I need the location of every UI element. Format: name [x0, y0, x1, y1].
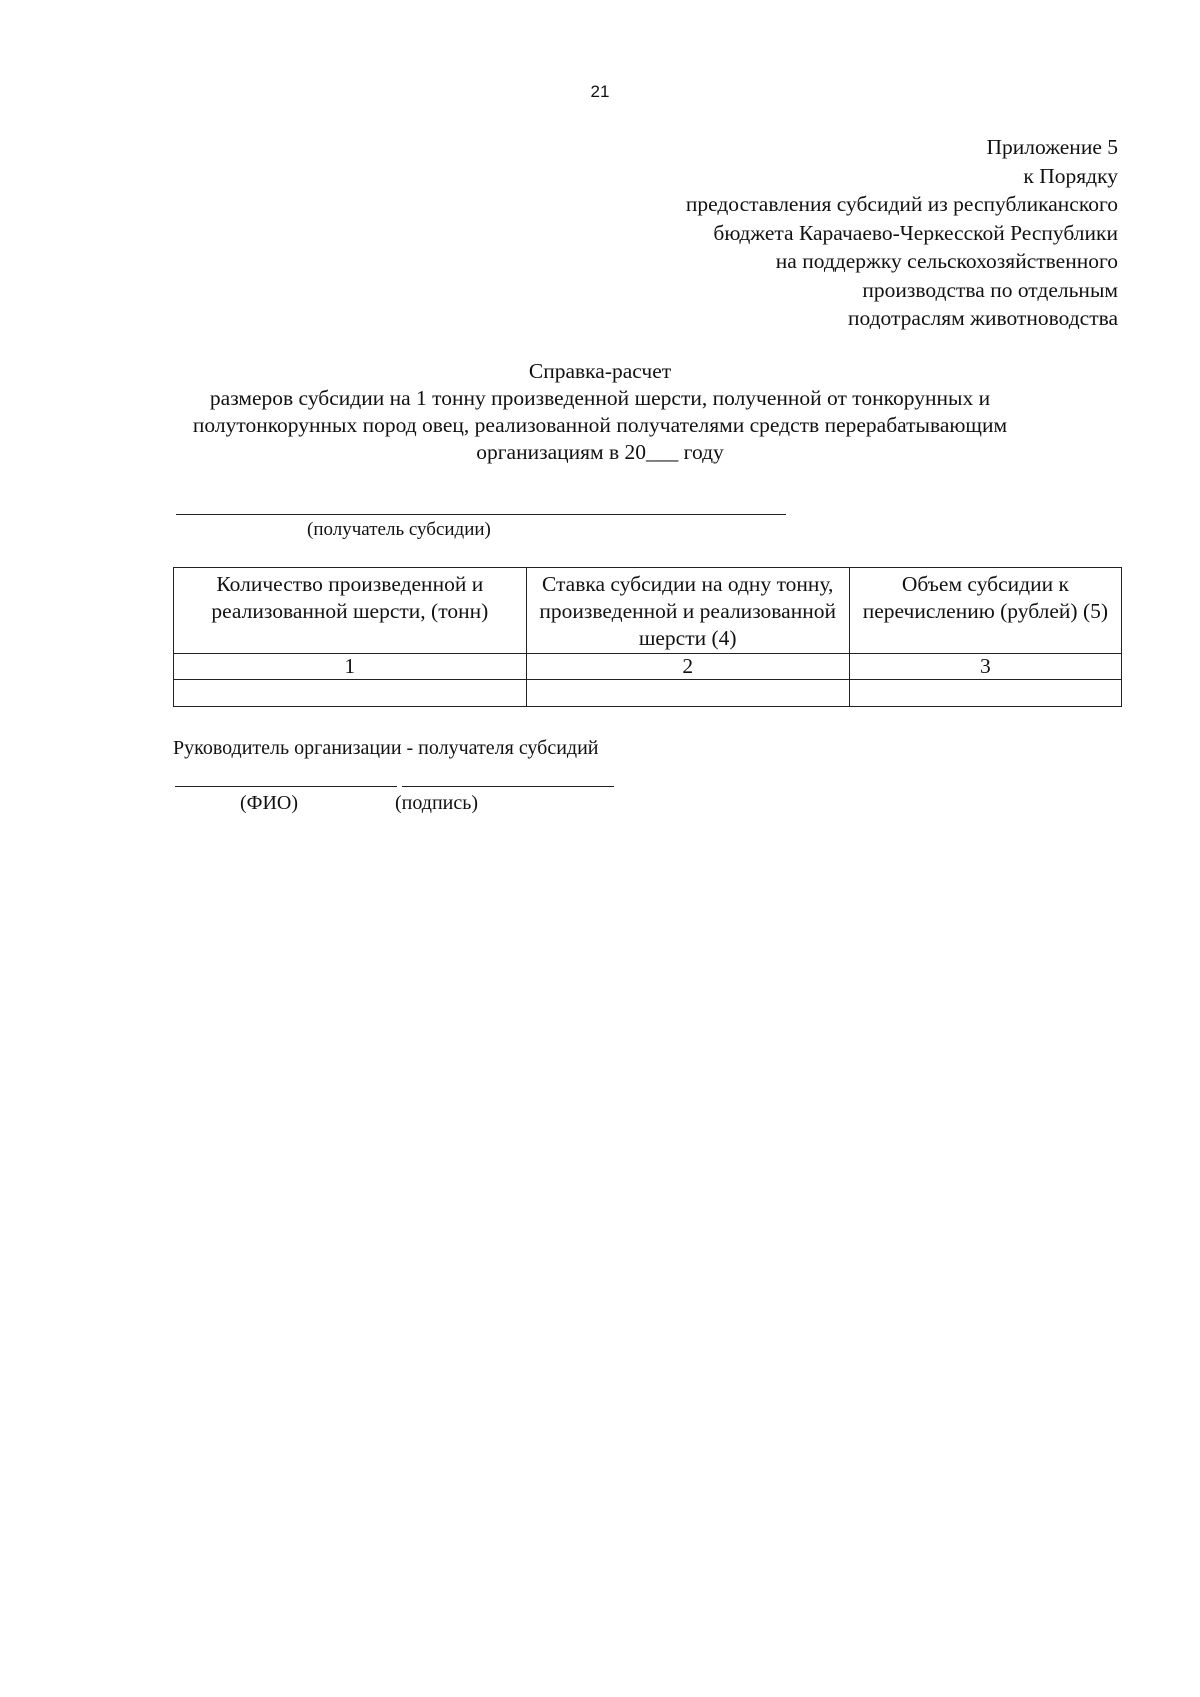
- manager-label: Руководитель организации - получателя субсидий: [173, 737, 599, 759]
- title-line: организациям в 20___ году: [476, 440, 724, 464]
- title-heading: Справка-расчет: [528, 359, 672, 383]
- appendix-line: бюджета Карачаево-Черкесской Республики: [713, 220, 1118, 245]
- appendix-block: [518, 133, 1118, 333]
- appendix-line: подотраслям животноводства: [847, 306, 1118, 330]
- header-cell-amount: Объем субсидии к перечислению (рублей) (5): [849, 568, 1121, 654]
- appendix-line: на поддержку сельскохозяйственного: [775, 249, 1118, 273]
- recipient-caption: (получатель субсидии): [307, 519, 491, 540]
- column-number-cell: 3: [849, 654, 1121, 680]
- appendix-line: производства по отдельным: [862, 277, 1118, 302]
- title-line: размеров субсидии на 1 тонну произведенной шерсти, полученной от тонкорунных и: [209, 386, 991, 410]
- recipient-blank-line: [176, 514, 786, 515]
- table-cell-blank[interactable]: [174, 680, 527, 707]
- appendix-line: предоставления субсидий из республиканского: [685, 192, 1118, 216]
- column-number-cell: 1: [174, 654, 527, 680]
- table-cell-blank[interactable]: [849, 680, 1121, 707]
- table-cell-blank[interactable]: [526, 680, 849, 707]
- calculation-table: [173, 567, 1122, 707]
- signature-caption: (подпись): [395, 792, 479, 814]
- appendix-line: к Порядку: [1023, 163, 1118, 188]
- fio-blank-line: [175, 786, 397, 787]
- title-line: полутонкорунных пород овец, реализованной получателями средств перерабатывающим: [192, 413, 1008, 437]
- table-row-column-numbers: [174, 654, 1122, 680]
- signature-blank-line: [402, 786, 614, 787]
- header-cell-quantity: Количество произведенной и реализованной шерсти, (тонн): [174, 568, 527, 654]
- fio-caption: (ФИО): [240, 792, 299, 814]
- appendix-line: Приложение 5: [986, 135, 1118, 159]
- column-number-cell: 2: [526, 654, 849, 680]
- header-cell-rate: Ставка субсидии на одну тонну, произведенной и реализованной шерсти (4): [526, 568, 849, 654]
- table-row-empty: [174, 680, 1122, 707]
- table-header-row: [174, 568, 1122, 654]
- page-number: 21: [590, 82, 610, 101]
- document-title: [150, 358, 1050, 466]
